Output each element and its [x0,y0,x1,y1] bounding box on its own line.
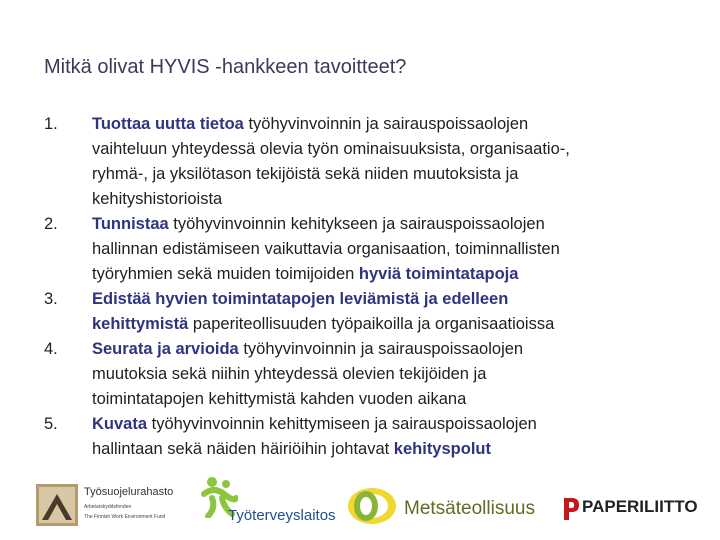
highlighted-phrase: Seurata ja arvioida [92,340,239,358]
highlighted-phrase: Tuottaa uutta tietoa [92,115,244,133]
text-segment: työhyvinvoinnin ja sairauspoissaolojen [243,115,529,133]
objective-line [92,387,684,412]
text-segment: toimintatapojen kehittymistä kahden vuoden aikana [92,390,467,408]
objective-text [92,412,684,462]
objective-line [92,437,684,462]
objectives-list [44,112,684,462]
objective-line [92,362,684,387]
highlighted-phrase: kehittymistä [92,315,189,333]
text-segment: paperiteollisuuden työpaikoilla ja organisaatioissa [188,315,555,333]
objective-text [92,287,684,337]
objective-line [92,212,684,237]
tyosuojelurahasto-emblem-icon [36,484,78,526]
highlighted-phrase: kehityspolut [393,440,491,458]
highlighted-phrase: Tunnistaa [92,215,169,233]
paperiliitto-emblem-icon [562,496,580,522]
paperiliitto-logo [562,496,698,526]
objective-line [92,262,684,287]
text-segment: hallintaan sekä näiden häiriöihin johtavat [92,440,394,458]
objective-line [92,287,684,312]
objective-line [92,112,684,137]
objective-line [92,337,684,362]
tyoterveyslaitos-logo [198,476,344,532]
highlighted-phrase: hyviä toimintatapoja [358,265,519,283]
objective-line [92,162,684,187]
objective-item [44,112,684,212]
objective-number: 3. [44,290,58,308]
text-segment: kehityshistorioista [92,190,223,208]
objective-text [92,112,684,212]
tyosuojelurahasto-sub2: The Finnish Work Environment Fund [84,514,166,520]
metsateollisuus-logo [346,486,556,526]
tyosuojelurahasto-sub1: Arbetarskyddsfonden [84,504,132,510]
objective-item [44,287,684,337]
objective-item [44,412,684,462]
text-segment: työhyvinvoinnin kehittymiseen ja sairauspoissaolojen [147,415,537,433]
highlighted-phrase: Edistää hyvien toimintatapojen leviämistä ja edelleen [92,290,509,308]
tyosuojelurahasto-name: Työsuojelurahasto [84,486,174,498]
objective-text [92,337,684,412]
text-segment: työhyvinvoinnin ja sairauspoissaolojen [238,340,524,358]
objective-line [92,137,684,162]
objective-line [92,312,684,337]
text-segment: ryhmä-, ja yksilötason tekijöistä sekä niiden muutoksista ja [92,165,519,183]
objective-number: 1. [44,115,58,133]
paperiliitto-name: PAPERILIITTO [582,497,698,516]
objective-number: 4. [44,340,58,358]
metsateollisuus-emblem-icon [346,486,398,526]
objective-line [92,237,684,262]
tyosuojelurahasto-logo [36,484,176,530]
slide-title: Mitkä olivat HYVIS -hankkeen tavoitteet? [44,56,407,78]
tyoterveyslaitos-name: Työterveyslaitos [228,507,336,524]
text-segment: hallinnan edistämiseen vaikuttavia organisaation, toiminnallisten [92,240,560,258]
objective-item [44,212,684,287]
objective-number: 5. [44,415,58,433]
text-segment: työhyvinvoinnin kehitykseen ja sairauspoissaolojen [168,215,545,233]
text-segment: vaihteluun yhteydessä olevia työn ominaisuuksista, organisaatio-, [92,140,570,158]
logo-bar [0,476,720,536]
metsateollisuus-name: Metsäteollisuus [404,498,535,519]
text-segment: muutoksia sekä niihin yhteydessä olevien tekijöiden ja [92,365,487,383]
objective-text [92,212,684,287]
objective-line [92,187,684,212]
objective-number: 2. [44,215,58,233]
text-segment: työryhmien sekä muiden toimijoiden [92,265,359,283]
objective-item [44,337,684,412]
objective-line [92,412,684,437]
highlighted-phrase: Kuvata [92,415,148,433]
